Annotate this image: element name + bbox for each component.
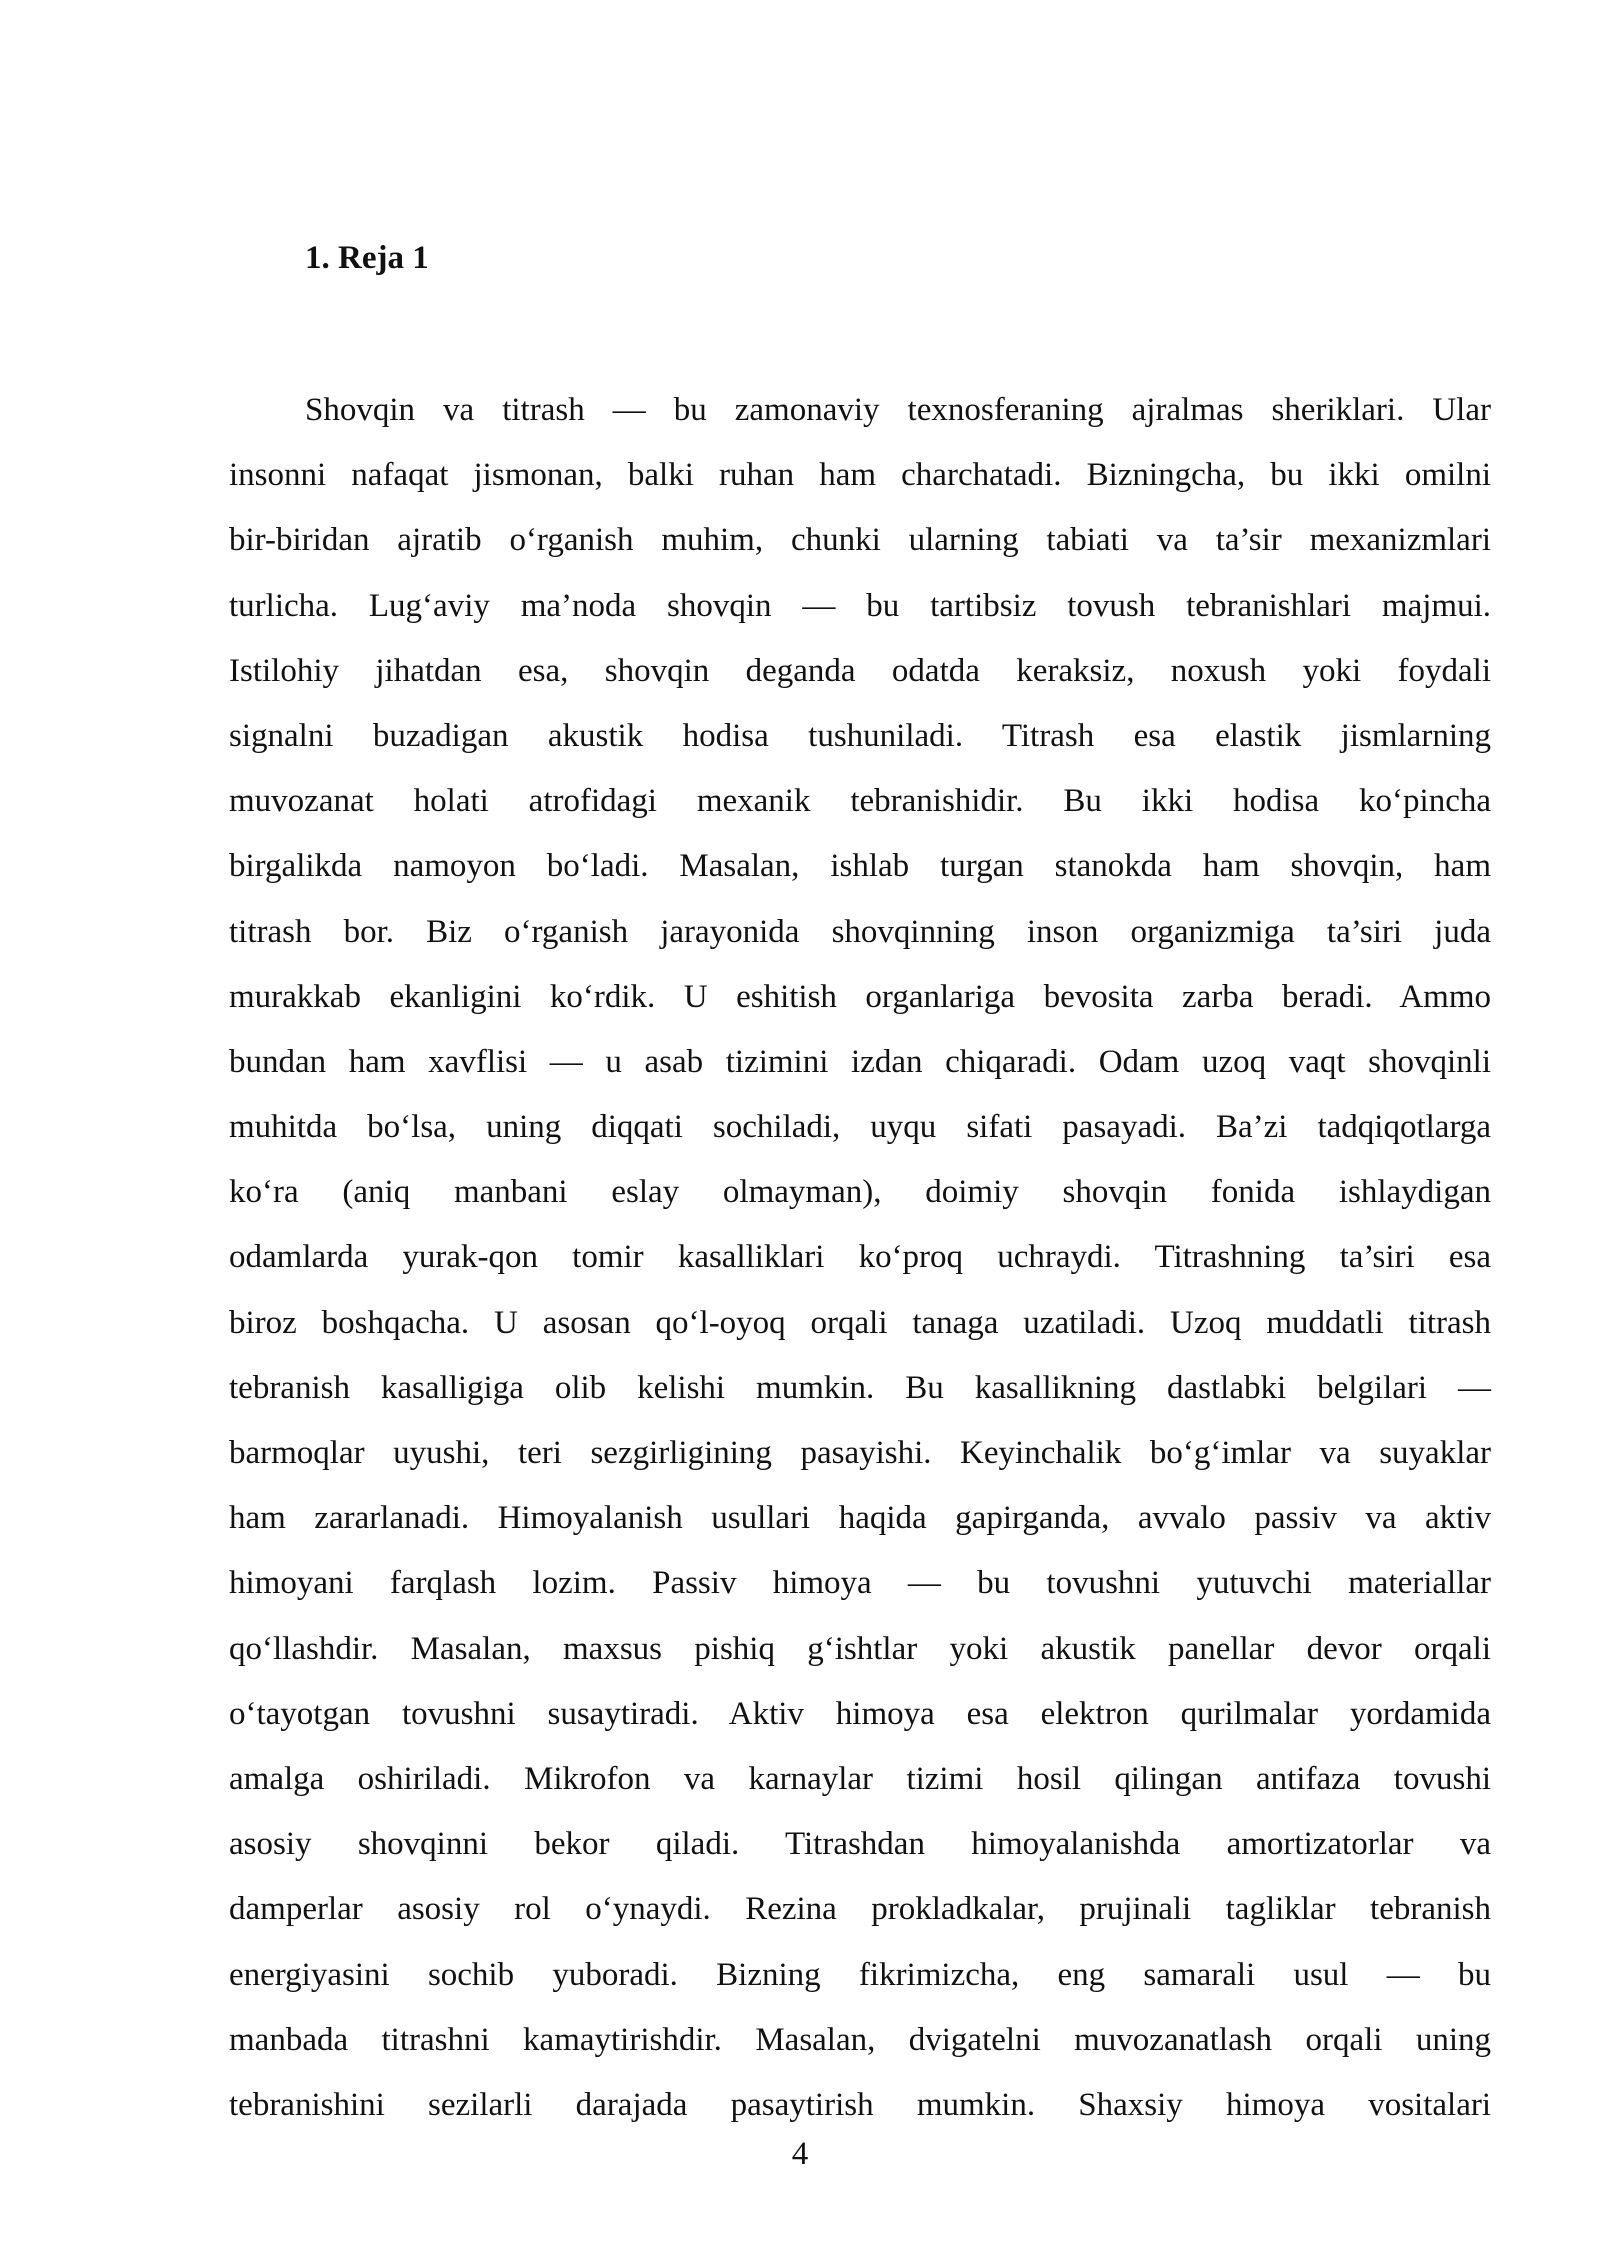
paragraph-line: signalni buzadigan akustik hodisa tushuniladi. Titrash esa elastik jismlarning [229,717,1491,754]
section-heading: 1. Reja 1 [305,240,429,276]
body-paragraph [229,378,1491,2138]
paragraph-line: bir-biridan ajratib o‘rganish muhim, chunki ularning tabiati va ta’sir mexanizmlari [229,522,1491,559]
paragraph-line: biroz boshqacha. U asosan qo‘l-oyoq orqali tanaga uzatiladi. Uzoq muddatli titrash [229,1304,1491,1341]
paragraph-line: titrash bor. Biz o‘rganish jarayonida shovqinning inson organizmiga ta’siri juda [229,913,1491,950]
paragraph-line: himoyani farqlash lozim. Passiv himoya — bu tovushni yutuvchi materiallar [229,1565,1491,1602]
paragraph-line: amalga oshiriladi. Mikrofon va karnaylar tizimi hosil qilingan antifaza tovushi [229,1760,1491,1797]
paragraph-line: barmoqlar uyushi, teri sezgirligining pasayishi. Keyinchalik bo‘g‘imlar va suyaklar [229,1435,1491,1471]
paragraph-line: tebranishini sezilarli darajada pasaytirish mumkin. Shaxsiy himoya vositalari [229,2086,1491,2123]
paragraph-line: turlicha. Lug‘aviy ma’noda shovqin — bu tartibsiz tovush tebranishlari majmui. [229,587,1491,624]
paragraph-line: tebranish kasalligiga olib kelishi mumkin. Bu kasallikning dastlabki belgilari — [229,1369,1491,1406]
paragraph-line: muhitda bo‘lsa, uning diqqati sochiladi, uyqu sifati pasayadi. Ba’zi tadqiqotlarga [229,1109,1491,1146]
paragraph-line: energiyasini sochib yuboradi. Bizning fikrimizcha, eng samarali usul — bu [229,1956,1491,1993]
paragraph-line: ko‘ra (aniq manbani eslay olmayman), doimiy shovqin fonida ishlaydigan [229,1174,1491,1211]
paragraph-line: murakkab ekanligini ko‘rdik. U eshitish organlariga bevosita zarba beradi. Ammo [229,978,1491,1015]
paragraph-line: Istilohiy jihatdan esa, shovqin deganda odatda keraksiz, noxush yoki foydali [229,652,1491,689]
page-number: 4 [791,2136,809,2172]
paragraph-line: damperlar asosiy rol o‘ynaydi. Rezina prokladkalar, prujinali tagliklar tebranish [229,1891,1491,1928]
paragraph-line: birgalikda namoyon bo‘ladi. Masalan, ishlab turgan stanokda ham shovqin, ham [229,848,1491,885]
paragraph-line: odamlarda yurak-qon tomir kasalliklari ko‘proq uchraydi. Titrashning ta’siri esa [229,1239,1491,1276]
paragraph-line: bundan ham xavflisi — u asab tizimini izdan chiqaradi. Odam uzoq vaqt shovqinli [229,1043,1491,1080]
paragraph-line: muvozanat holati atrofidagi mexanik tebranishidir. Bu ikki hodisa ko‘pincha [229,783,1491,820]
paragraph-line: ham zararlanadi. Himoyalanish usullari haqida gapirganda, avvalo passiv va aktiv [229,1500,1491,1537]
paragraph-line: manbada titrashni kamaytirishdir. Masalan, dvigatelni muvozanatlash orqali uning [229,2021,1491,2058]
paragraph-line: insonni nafaqat jismonan, balki ruhan ham charchatadi. Bizningcha, bu ikki omilni [229,457,1491,494]
paragraph-line: o‘tayotgan tovushni susaytiradi. Aktiv himoya esa elektron qurilmalar yordamida [229,1695,1491,1732]
paragraph-line: qo‘llashdir. Masalan, maxsus pishiq g‘ishtlar yoki akustik panellar devor orqali [229,1630,1491,1667]
paragraph-line: Shovqin va titrash — bu zamonaviy texnosferaning ajralmas sheriklari. Ular [305,392,1491,428]
paragraph-line: asosiy shovqinni bekor qiladi. Titrashdan himoyalanishda amortizatorlar va [229,1826,1491,1863]
